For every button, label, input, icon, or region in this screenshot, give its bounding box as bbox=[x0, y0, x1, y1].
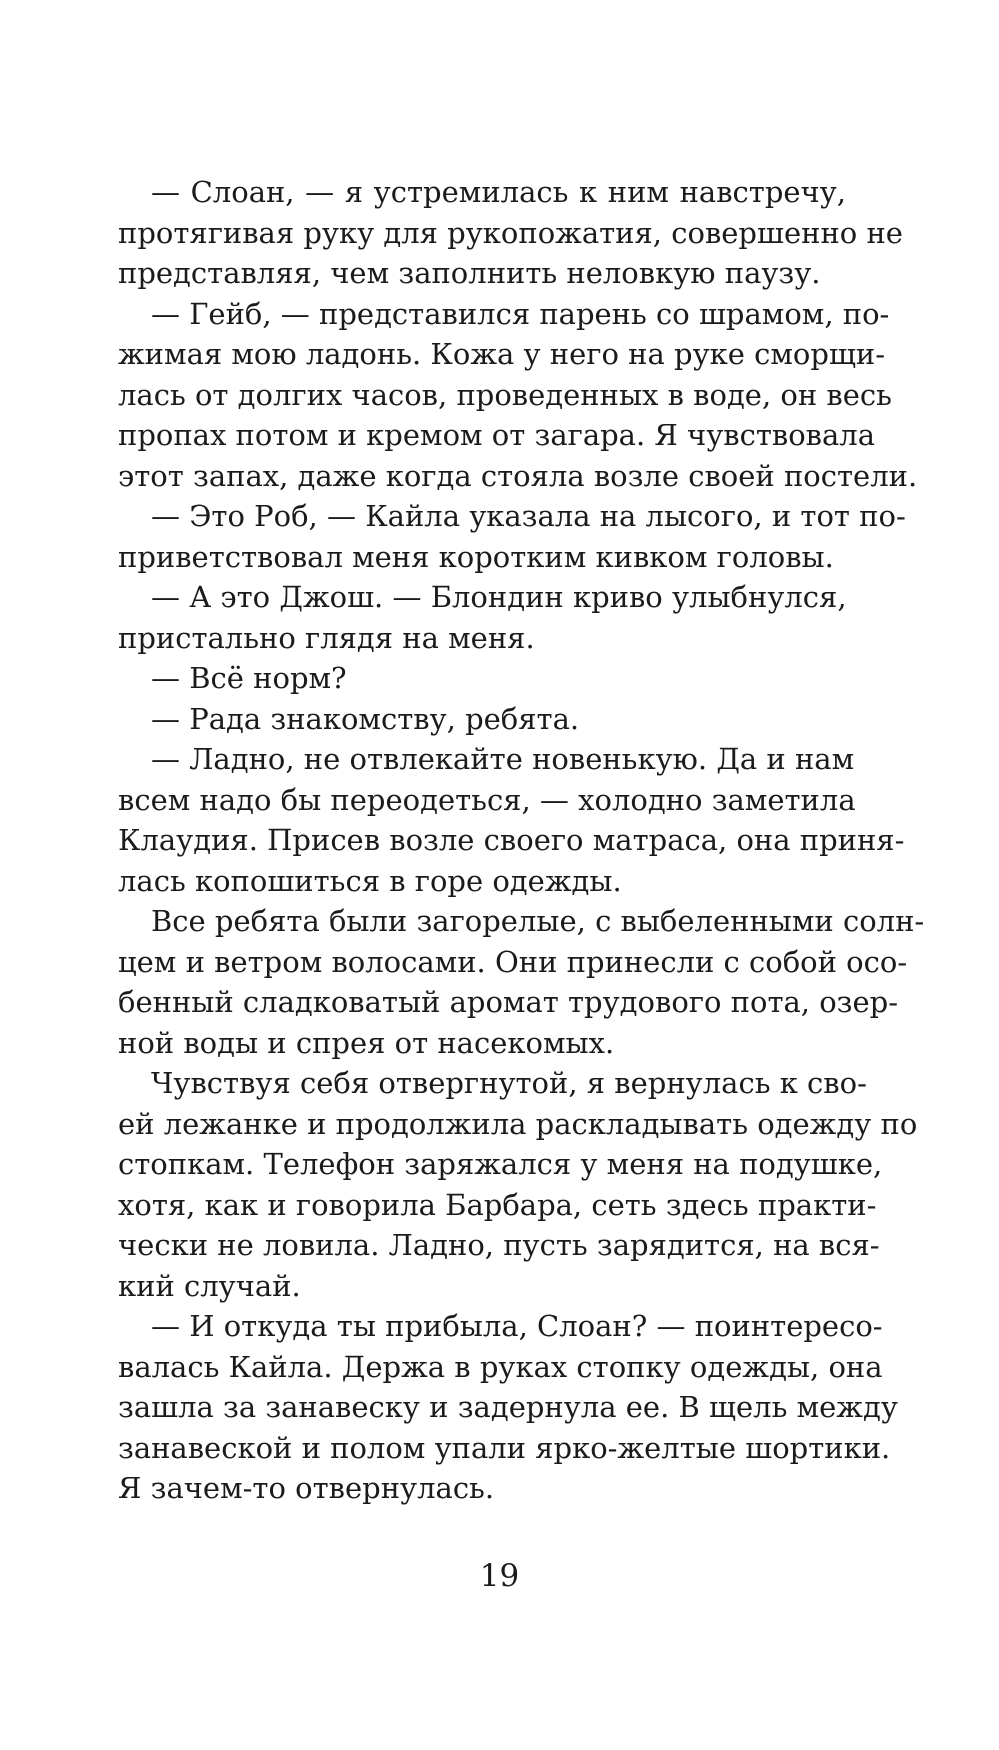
text-line: валась Кайла. Держа в руках стопку одежды, она bbox=[118, 1349, 883, 1384]
paragraph bbox=[118, 1306, 898, 1509]
text-line: пропах потом и кремом от загара. Я чувствовала bbox=[118, 418, 876, 452]
text-line: — А это Джош. — Блондин криво улыбнулся, bbox=[151, 580, 847, 614]
paragraph bbox=[118, 577, 846, 658]
text-line: — Ладно, не отвлекайте новенькую. Да и нам bbox=[151, 742, 855, 776]
text-line: жимая мою ладонь. Кожа у него на руке сморщи- bbox=[118, 337, 886, 371]
text-line: ей лежанке и продолжила раскладывать одежду по bbox=[118, 1106, 918, 1141]
text-line: Все ребята были загорелые, с выбеленными солн- bbox=[151, 904, 925, 938]
text-line: ной воды и спрея от насекомых. bbox=[118, 1025, 615, 1060]
paragraph bbox=[118, 739, 905, 901]
paragraph bbox=[118, 1063, 918, 1306]
text-line: Чувствуя себя отвергнутой, я вернулась к сво- bbox=[151, 1066, 867, 1100]
text-line: лась от долгих часов, проведенных в воде, он весь bbox=[118, 377, 892, 412]
text-line: Я зачем-то отвернулась. bbox=[118, 1471, 495, 1505]
page-number: 19 bbox=[479, 1558, 520, 1594]
paragraph bbox=[118, 172, 903, 294]
text-line: — Это Роб, — Кайла указала на лысого, и тот по- bbox=[151, 499, 906, 533]
paragraph bbox=[118, 658, 846, 699]
paragraph bbox=[118, 496, 906, 577]
text-line: — Гейб, — представился парень со шрамом, по- bbox=[151, 296, 890, 331]
text-line: занавеской и полом упали ярко-желтые шортики. bbox=[118, 1430, 891, 1465]
text-line: чески не ловила. Ладно, пусть зарядится, на вся- bbox=[118, 1228, 880, 1262]
paragraph bbox=[118, 294, 918, 497]
text-line: — Всё норм? bbox=[151, 661, 347, 695]
paragraph bbox=[118, 699, 846, 740]
text-line: приветствовал меня коротким кивком головы. bbox=[118, 539, 834, 574]
text-line: хотя, как и говорила Барбара, сеть здесь практи- bbox=[118, 1187, 877, 1222]
text-line: зашла за занавеску и задернула ее. В щель между bbox=[118, 1390, 898, 1424]
text-line: бенный сладковатый аромат трудового пота, озер- bbox=[118, 985, 899, 1019]
text-line: стопкам. Телефон заряжался у меня на подушке, bbox=[118, 1147, 883, 1181]
paragraph bbox=[118, 901, 925, 1063]
text-line: Клаудия. Присев возле своего матраса, она приня- bbox=[118, 823, 905, 857]
text-line: лась копошиться в горе одежды. bbox=[118, 863, 622, 898]
text-line: протягивая руку для рукопожатия, совершенно не bbox=[118, 215, 903, 250]
text-line: — Рада знакомству, ребята. bbox=[151, 701, 580, 736]
text-line: цем и ветром волосами. Они принесли с собой осо- bbox=[118, 944, 908, 979]
text-line: пристально глядя на меня. bbox=[118, 620, 535, 655]
text-line: представляя, чем заполнить неловкую паузу. bbox=[118, 256, 821, 290]
text-line: кий случай. bbox=[118, 1268, 301, 1303]
text-line: всем надо бы переодеться, — холодно заметила bbox=[118, 782, 856, 817]
text-line: этот запах, даже когда стояла возле своей постели. bbox=[118, 458, 918, 493]
text-line: — И откуда ты прибыла, Слоан? — поинтересо- bbox=[151, 1309, 883, 1343]
page-text bbox=[118, 172, 925, 1509]
text-line: — Слоан, — я устремилась к ним навстречу, bbox=[151, 175, 846, 209]
